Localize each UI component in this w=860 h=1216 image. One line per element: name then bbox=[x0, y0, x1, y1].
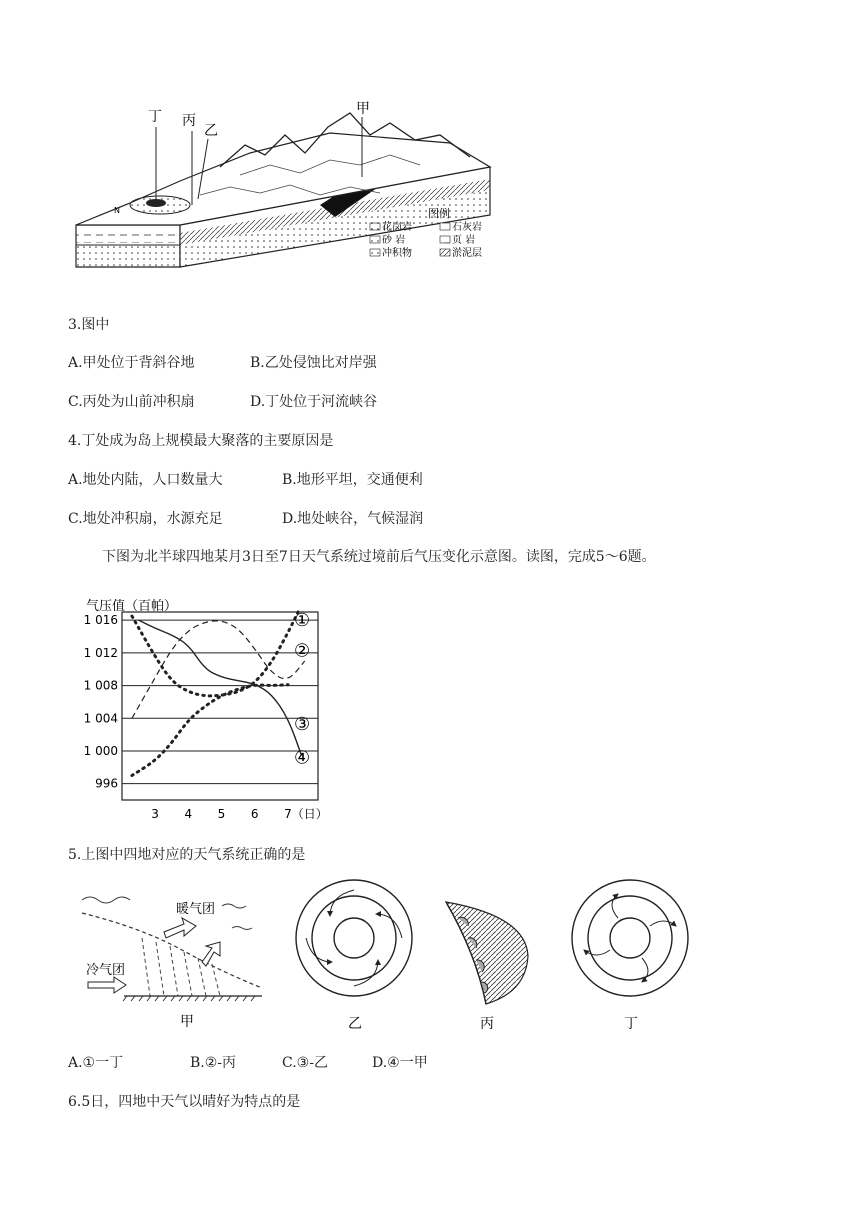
q5-option-c[interactable]: C.③-乙 bbox=[282, 1055, 328, 1071]
cold-air-label: 冷气团 bbox=[86, 963, 126, 978]
q5-option-d[interactable]: D.④一甲 bbox=[372, 1055, 428, 1071]
y-tick-label: 1 012 bbox=[83, 645, 118, 660]
diagram-jia-front bbox=[72, 888, 272, 1033]
chart-y-axis-label: 气压值（百帕） bbox=[86, 599, 178, 614]
x-tick-label: 7（日） bbox=[284, 807, 328, 820]
y-tick-label: 996 bbox=[95, 776, 118, 791]
diagram-caption-yi: 乙 bbox=[348, 1016, 362, 1032]
series-label: ② bbox=[294, 640, 311, 662]
legend-title: 图例 bbox=[428, 207, 450, 220]
q5-option-a[interactable]: A.①一丁 bbox=[68, 1055, 124, 1071]
diagram-caption-bing: 丙 bbox=[480, 1016, 494, 1032]
q4-option-c[interactable]: C.地处冲积扇，水源充足 bbox=[68, 511, 223, 527]
q3-option-c[interactable]: C.丙处为山前冲积扇 bbox=[68, 394, 195, 410]
q5-option-b[interactable]: B.②-丙 bbox=[190, 1055, 237, 1071]
series-label: ① bbox=[294, 610, 311, 632]
warm-air-label: 暖气团 bbox=[176, 902, 216, 917]
q3-option-b[interactable]: B.乙处侵蚀比对岸强 bbox=[250, 355, 377, 371]
label-jia: 甲 bbox=[356, 101, 370, 117]
legend-item: 砂 岩 bbox=[382, 235, 406, 246]
geology-block-diagram bbox=[70, 95, 520, 275]
series-label: ④ bbox=[294, 747, 311, 769]
q4-option-d[interactable]: D.地处峡谷，气候湿润 bbox=[282, 511, 424, 527]
intro-text: 下图为北半球四地某月3日至7日天气系统过境前后气压变化示意图。读图，完成5～6题。 bbox=[102, 549, 656, 565]
question-4-stem: 4.丁处成为岛上规模最大聚落的主要原因是 bbox=[68, 433, 334, 449]
pressure-chart bbox=[70, 590, 360, 820]
question-3-stem: 3.图中 bbox=[68, 317, 110, 333]
legend-item: 石灰岩 bbox=[452, 222, 482, 233]
label-bing: 丙 bbox=[182, 113, 196, 129]
legend-item: 淤泥层 bbox=[452, 248, 482, 259]
diagram-bing-front bbox=[436, 896, 536, 1036]
y-tick-label: 1 008 bbox=[83, 678, 118, 693]
chart-frame bbox=[122, 612, 318, 800]
series-line-3 bbox=[139, 620, 302, 755]
y-tick-label: 1 000 bbox=[83, 743, 118, 758]
label-ding: 丁 bbox=[148, 109, 162, 125]
q4-option-b[interactable]: B.地形平坦，交通便利 bbox=[282, 472, 423, 488]
y-tick-label: 1 016 bbox=[83, 613, 118, 628]
north-label: N bbox=[114, 206, 120, 215]
x-tick-label: 6 bbox=[250, 807, 259, 820]
series-line-4 bbox=[132, 685, 288, 776]
series-line-1 bbox=[132, 612, 298, 696]
legend-item: 花岗岩 bbox=[382, 222, 412, 233]
diagram-caption-ding: 丁 bbox=[624, 1016, 638, 1032]
diagram-ding-anticyclone bbox=[566, 876, 696, 1036]
question-5-stem: 5.上图中四地对应的天气系统正确的是 bbox=[68, 847, 306, 863]
diagram-caption-jia: 甲 bbox=[180, 1014, 194, 1030]
series-label: ③ bbox=[294, 713, 311, 735]
y-tick-label: 1 004 bbox=[83, 711, 118, 726]
q3-option-a[interactable]: A.甲处位于背斜谷地 bbox=[68, 355, 195, 371]
legend-item: 页 岩 bbox=[452, 235, 476, 246]
diagram-yi-cyclone bbox=[290, 876, 420, 1036]
q3-option-d[interactable]: D.丁处位于河流峡谷 bbox=[250, 394, 378, 410]
x-tick-label: 4 bbox=[184, 807, 193, 820]
question-6-stem: 6.5日，四地中天气以晴好为特点的是 bbox=[68, 1094, 301, 1110]
legend-item: 冲积物 bbox=[382, 248, 412, 259]
label-yi: 乙 bbox=[204, 123, 218, 139]
q4-option-a[interactable]: A.地处内陆，人口数量大 bbox=[68, 472, 223, 488]
x-tick-label: 3 bbox=[151, 807, 159, 820]
x-tick-label: 5 bbox=[217, 807, 226, 820]
